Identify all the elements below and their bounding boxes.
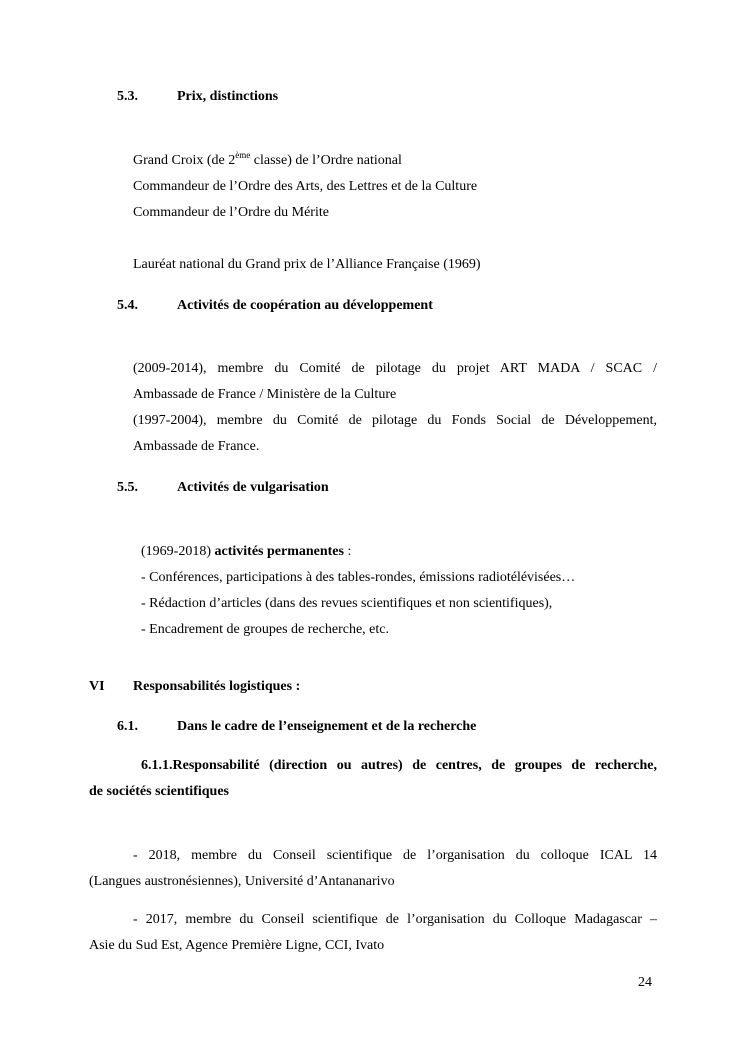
section-5-3-heading: [117, 89, 417, 107]
section-title: Activités de coopération au développement: [177, 298, 433, 313]
award-laureat: Lauréat national du Grand prix de l’Alliance Française (1969): [133, 257, 481, 272]
responsibility-entry-2-line-2: Asie du Sud Est, Agence Première Ligne, CCI, Ivato: [89, 938, 385, 953]
vulgarisation-item: - Conférences, participations à des tables-rondes, émissions radiotélévisées…: [141, 570, 576, 585]
cooperation-entry-1-line-1: (2009-2014), membre du Comité de pilotage du projet ART MADA / SCAC /: [133, 361, 657, 376]
section-title: Prix, distinctions: [177, 89, 279, 104]
section-5-4-heading: [117, 298, 517, 316]
award-text: classe) de l’Ordre national: [250, 153, 402, 168]
vulgarisation-period: [141, 544, 351, 560]
section-6-1-1-heading: [141, 758, 657, 774]
cooperation-entry-1-line-2: Ambassade de France / Ministère de la Culture: [133, 387, 397, 402]
superscript: ème: [235, 150, 251, 160]
section-number: VI: [89, 679, 105, 694]
responsibility-entry-2-line-1: - 2017, membre du Conseil scientifique de l’organisation du Colloque Madagascar –: [133, 912, 657, 927]
vulgarisation-item: - Rédaction d’articles (dans des revues scientifiques et non scientifiques),: [141, 596, 553, 611]
period-years: (1969-2018): [141, 544, 215, 559]
award-commandeur-merite: Commandeur de l’Ordre du Mérite: [133, 205, 329, 220]
section-number: 6.1.1.: [141, 758, 173, 773]
section-title: Responsabilités logistiques :: [133, 679, 301, 694]
section-title: Activités de vulgarisation: [177, 480, 329, 495]
responsibility-entry-1-line-1: - 2018, membre du Conseil scientifique de l’organisation du colloque ICAL 14: [133, 848, 657, 863]
cooperation-entry-2-line-1: (1997-2004), membre du Comité de pilotage du Fonds Social de Développement,: [133, 413, 657, 428]
award-text: Grand Croix (de 2: [133, 153, 236, 168]
cooperation-entry-2-line-2: Ambassade de France.: [133, 439, 260, 454]
section-6-1-heading: [117, 719, 567, 737]
section-number: 6.1.: [117, 719, 138, 734]
section-title: Responsabilité (direction ou autres) de centres, de groupes de recherche,: [172, 758, 657, 773]
period-label: activités permanentes: [214, 544, 344, 559]
award-commandeur-arts: Commandeur de l’Ordre des Arts, des Lettres et de la Culture: [133, 179, 478, 194]
section-6-1-1-heading-line-2: de sociétés scientifiques: [89, 784, 229, 799]
responsibility-entry-1-line-2: (Langues austronésiennes), Université d’Antananarivo: [89, 874, 395, 889]
section-number: 5.3.: [117, 89, 138, 104]
section-number: 5.5.: [117, 480, 138, 495]
period-tail: :: [343, 544, 352, 559]
section-5-5-heading: [117, 480, 517, 498]
section-title: Dans le cadre de l’enseignement et de la recherche: [177, 719, 477, 734]
section-VI-heading: [89, 679, 489, 697]
page-number: 24: [638, 975, 652, 990]
vulgarisation-item: - Encadrement de groupes de recherche, etc.: [141, 622, 389, 637]
section-number: 5.4.: [117, 298, 138, 313]
award-grand-croix: [133, 150, 402, 169]
